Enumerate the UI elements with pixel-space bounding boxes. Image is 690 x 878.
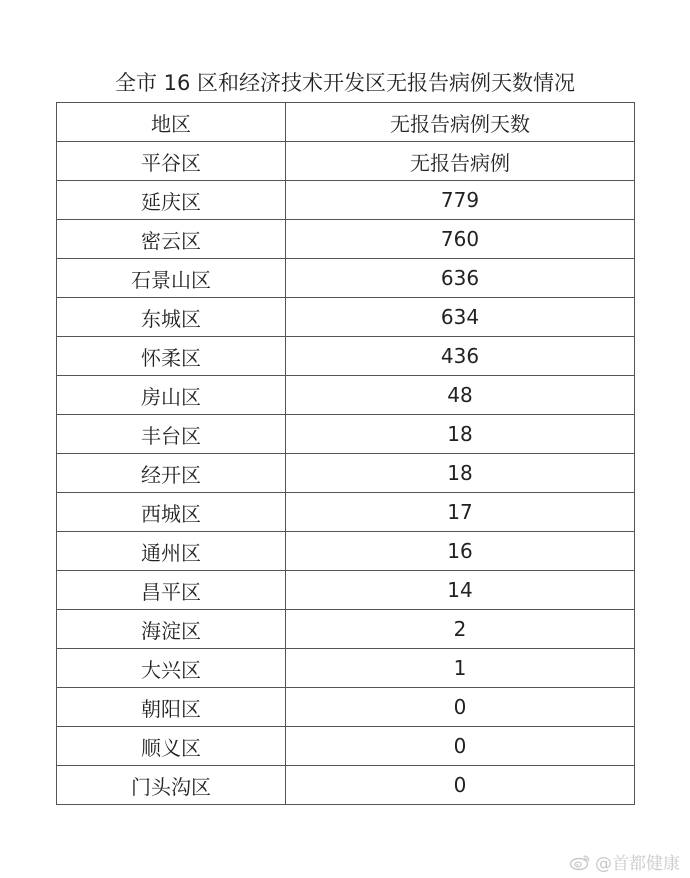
cell-days: 18 (286, 415, 635, 454)
cell-region: 顺义区 (57, 727, 286, 766)
cell-region: 经开区 (57, 454, 286, 493)
cell-days: 2 (286, 610, 635, 649)
cell-region: 昌平区 (57, 571, 286, 610)
page-title: 全市 16 区和经济技术开发区无报告病例天数情况 (114, 71, 576, 95)
cell-days: 0 (286, 688, 635, 727)
cell-region: 平谷区 (57, 142, 286, 181)
table-row (57, 493, 635, 532)
table-row (57, 259, 635, 298)
cell-days: 17 (286, 493, 635, 532)
cell-region: 怀柔区 (57, 337, 286, 376)
table-row (57, 142, 635, 181)
no-case-days-table (56, 102, 635, 805)
table-row (57, 337, 635, 376)
table-row (57, 649, 635, 688)
table-row (57, 688, 635, 727)
cell-days: 436 (286, 337, 635, 376)
table-row (57, 298, 635, 337)
header-days: 无报告病例天数 (286, 103, 635, 142)
table-header-row (57, 103, 635, 142)
table-row (57, 571, 635, 610)
cell-days: 16 (286, 532, 635, 571)
table-row (57, 454, 635, 493)
cell-days: 779 (286, 181, 635, 220)
table-row (57, 181, 635, 220)
table-row (57, 415, 635, 454)
cell-days: 636 (286, 259, 635, 298)
cell-region: 石景山区 (57, 259, 286, 298)
cell-region: 房山区 (57, 376, 286, 415)
table-row (57, 766, 635, 805)
table-row (57, 610, 635, 649)
header-region: 地区 (57, 103, 286, 142)
cell-region: 东城区 (57, 298, 286, 337)
watermark (569, 849, 680, 874)
cell-region: 密云区 (57, 220, 286, 259)
cell-days: 14 (286, 571, 635, 610)
cell-region: 延庆区 (57, 181, 286, 220)
cell-days: 18 (286, 454, 635, 493)
cell-days: 0 (286, 766, 635, 805)
cell-region: 西城区 (57, 493, 286, 532)
cell-days: 1 (286, 649, 635, 688)
watermark-text: @首都健康 (595, 854, 680, 874)
cell-region: 丰台区 (57, 415, 286, 454)
cell-days: 0 (286, 727, 635, 766)
cell-region: 通州区 (57, 532, 286, 571)
cell-region: 朝阳区 (57, 688, 286, 727)
cell-days: 48 (286, 376, 635, 415)
table-row (57, 727, 635, 766)
table-row (57, 532, 635, 571)
cell-days: 无报告病例 (286, 142, 635, 181)
weibo-icon (569, 853, 591, 871)
cell-region: 门头沟区 (57, 766, 286, 805)
table-row (57, 376, 635, 415)
cell-days: 760 (286, 220, 635, 259)
cell-region: 大兴区 (57, 649, 286, 688)
cell-region: 海淀区 (57, 610, 286, 649)
table-row (57, 220, 635, 259)
cell-days: 634 (286, 298, 635, 337)
